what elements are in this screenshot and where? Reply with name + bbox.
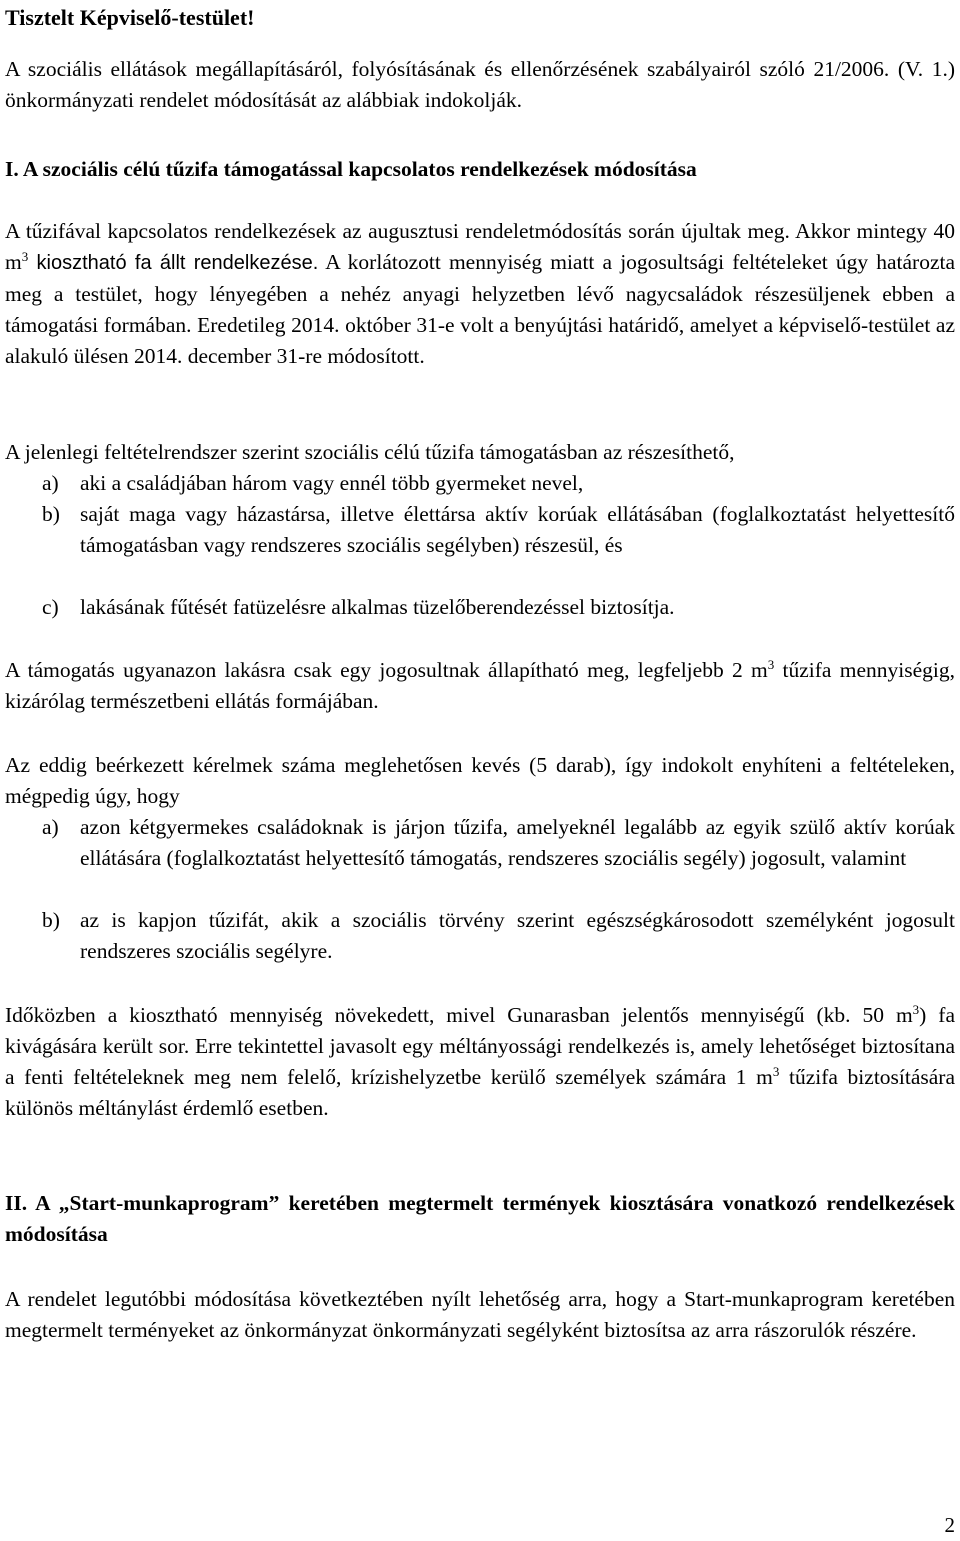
section-1-paragraph-1 — [5, 216, 955, 372]
p3-text-2: tűzifa mennyiségig, kizárólag természetbeni ellátás formájában. — [5, 658, 955, 713]
p1-text-1: A tűzifával kapcsolatos rendelkezések az augusztusi rendeletmódosítás során újultak meg. Akkor mintegy 40 m — [5, 219, 955, 274]
list-item-text: azon kétgyermekes családoknak is járjon tűzifa, amelyeknél legalább az egyik szülő aktív korúak ellátására (foglalkoztatást helyettesítő támogatás, rendszeres szociális segély) jogosult, valamint — [80, 815, 955, 870]
list-item-text: saját maga vagy házastársa, illetve élettársa aktív korúak ellátásában (foglalkoztatást helyettesítő támogatásban vagy rendszeres szociális segélyben) részesül, és — [80, 502, 955, 557]
section-1-paragraph-5 — [5, 1000, 955, 1124]
list-item-text: az is kapjon tűzifát, akik a szociális törvény szerint egészségkárosodott személyként jogosult rendszeres szociális segélyre. — [80, 908, 955, 963]
superscript: 3 — [912, 1002, 920, 1017]
section-2-heading: II. A „Start-munkaprogram” keretében megtermelt termények kiosztására vonatkozó rendelkezések módosítása — [5, 1191, 955, 1246]
superscript: 3 — [767, 657, 775, 672]
page-number: 2 — [944, 1513, 955, 1537]
list-item-label: c) — [42, 595, 59, 619]
salutation: Tisztelt Képviselő-testület! — [5, 5, 255, 30]
section-1-paragraph-2: A jelenlegi feltételrendszer szerint szociális célú tűzifa támogatásban az részesíthető, — [5, 440, 735, 464]
list-item-text: lakásának fűtését fatüzelésre alkalmas tüzelőberendezéssel biztosítja. — [80, 595, 675, 619]
section-1-paragraph-3 — [5, 655, 955, 717]
section-1-heading: I. A szociális célú tűzifa támogatással kapcsolatos rendelkezések módosítása — [5, 157, 697, 181]
p3-text-1: A támogatás ugyanazon lakásra csak egy jogosultnak állapítható meg, legfeljebb 2 m — [5, 658, 768, 682]
list-item-label: a) — [42, 815, 59, 839]
superscript: 3 — [21, 249, 29, 264]
intro-paragraph: A szociális ellátások megállapításáról, folyósításának és ellenőrzésének szabályairól szóló 21/2006. (V. 1.) önkormányzati rendelet módosítását az alábbiak indokolják. — [5, 57, 955, 112]
p1-text-3: A korlátozott mennyiség miatt a jogosultsági feltételeket úgy határozta meg a testület, hogy lényegében a nehéz anyagi helyzetben lévő nagycsaládok részesüljenek ebben a támogatási formában. Eredetileg 2014. október 31-e volt a benyújtási határidő, amelyet a képviselő-testület az alakuló ülésen 2014. december 31-re módosított. — [5, 250, 956, 368]
list-item-label: b) — [42, 502, 60, 526]
p1-text-2: kiosztható fa állt rendelkezése. — [28, 252, 319, 274]
section-1-paragraph-4: Az eddig beérkezett kérelmek száma meglehetősen kevés (5 darab), így indokolt enyhíteni a feltételeken, mégpedig úgy, hogy — [5, 753, 955, 808]
superscript: 3 — [772, 1064, 780, 1079]
list-item-label: b) — [42, 908, 60, 932]
list-item-text: aki a családjában három vagy ennél több gyermeket nevel, — [80, 471, 584, 495]
p5-text-3: tűzifa biztosítására különös méltánylást érdemlő esetben. — [5, 1065, 956, 1120]
p5-text-1: Időközben a kiosztható mennyiség növekedett, mivel Gunarasban jelentős mennyiségű (kb. 50 m — [5, 1003, 913, 1027]
section-2-paragraph-1: A rendelet legutóbbi módosítása következtében nyílt lehetőség arra, hogy a Start-munkaprogram keretében megtermelt terményeket az önkormányzat önkormányzati segélyként biztosítsa az arra rászorulók részére. — [5, 1287, 955, 1342]
list-item-label: a) — [42, 471, 59, 495]
p5-text-2: ) fa kivágására került sor. Erre tekintettel javasolt egy méltányossági rendelkezés is, amely lehetőséget biztosítana a fenti feltételeknek meg nem felelő, krízishelyzetbe kerülő személyek számára 1 m — [5, 1003, 955, 1089]
